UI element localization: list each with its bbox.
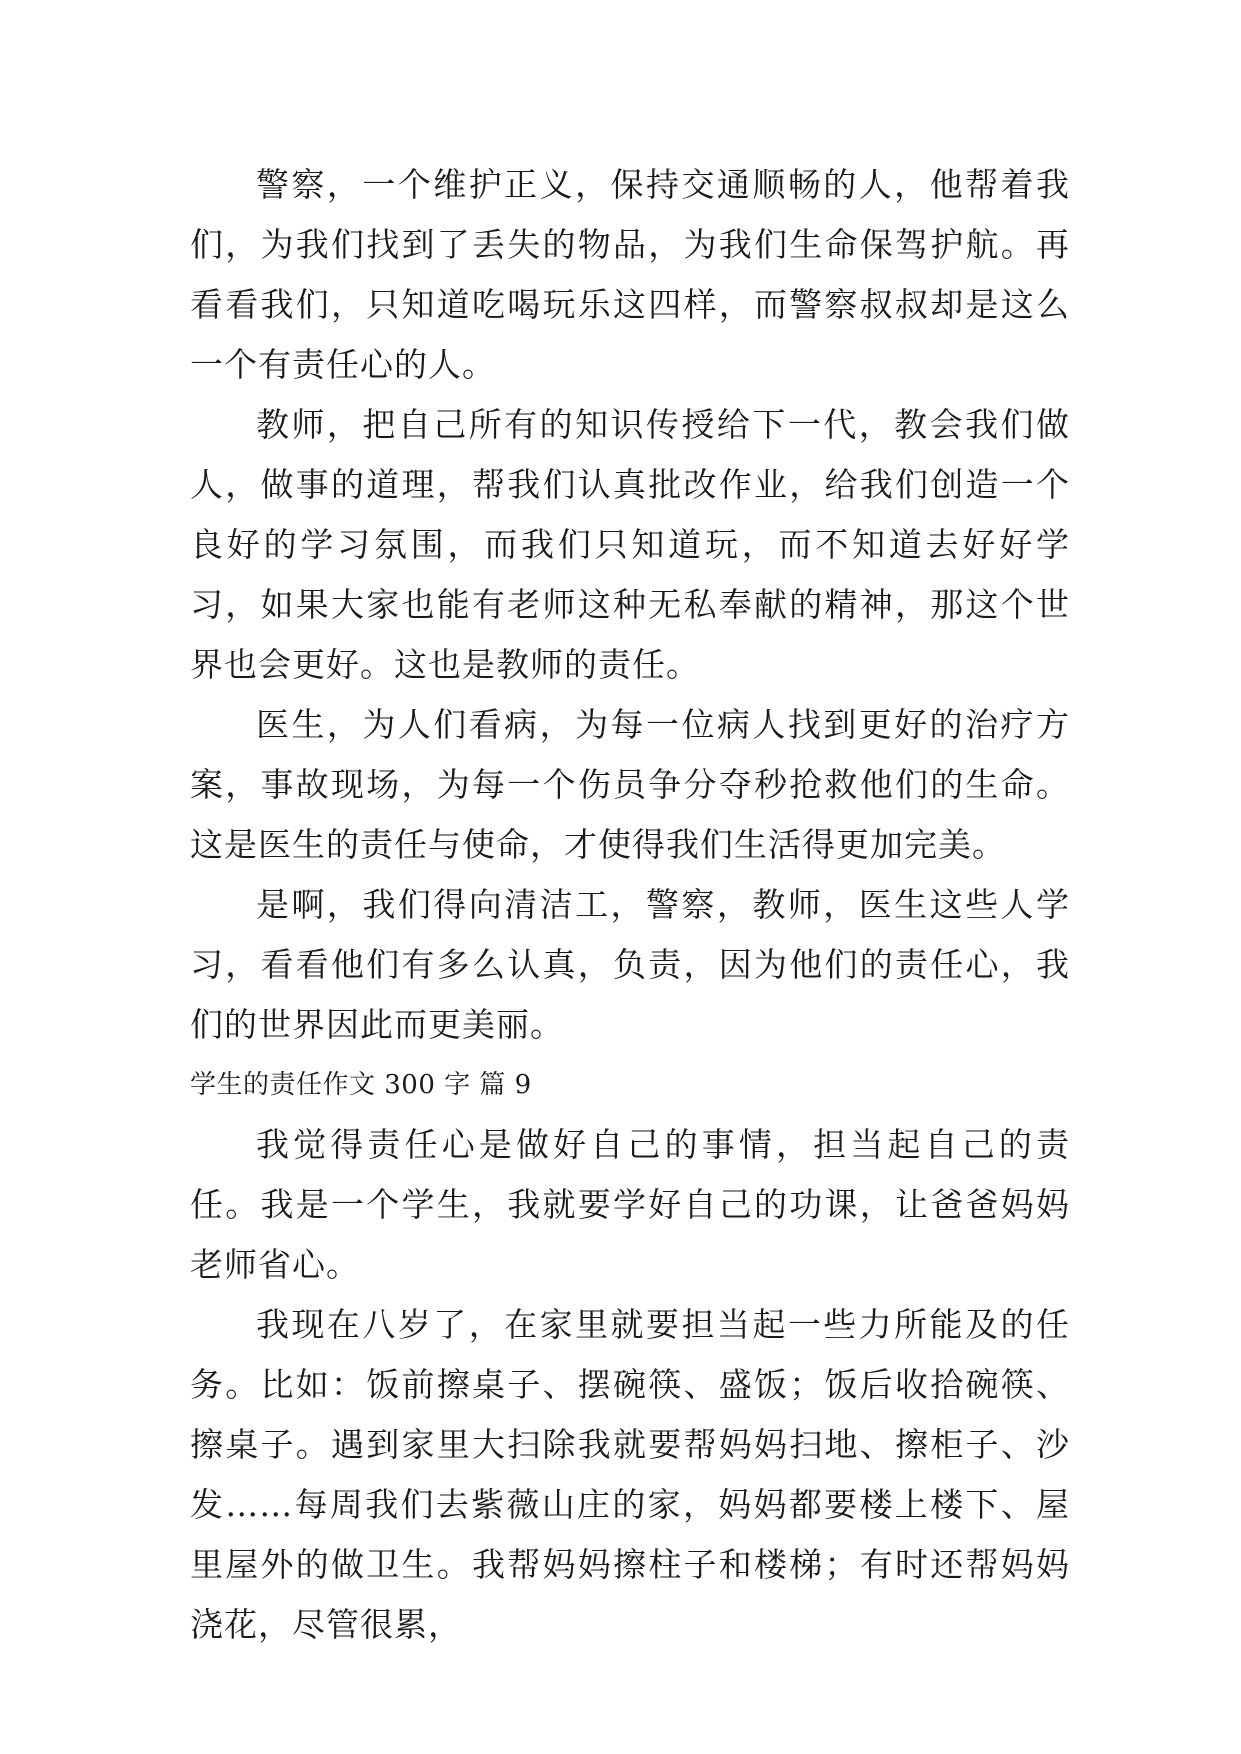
document-body bbox=[190, 155, 1070, 1655]
paragraph-police: 警察，一个维护正义，保持交通顺畅的人，他帮着我们，为我们找到了丢失的物品，为我们生命保驾护航。再看看我们，只知道吃喝玩乐这四样，而警察叔叔却是这么一个有责任心的人。 bbox=[190, 165, 1070, 384]
paragraph-doctor: 医生，为人们看病，为每一位病人找到更好的治疗方案，事故现场，为每一个伤员争分夺秒抢救他们的生命。这是医生的责任与使命，才使得我们生活得更加完美。 bbox=[190, 705, 1070, 864]
paragraph-conclusion: 是啊，我们得向清洁工，警察，教师，医生这些人学习，看看他们有多么认真，负责，因为他们的责任心，我们的世界因此而更美丽。 bbox=[190, 885, 1070, 1044]
paragraph-responsibility: 我觉得责任心是做好自己的事情，担当起自己的责任。我是一个学生，我就要学好自己的功课，让爸爸妈妈老师省心。 bbox=[190, 1125, 1070, 1284]
paragraph-teacher: 教师，把自己所有的知识传授给下一代，教会我们做人，做事的道理，帮我们认真批改作业，给我们创造一个良好的学习氛围，而我们只知道玩，而不知道去好好学习，如果大家也能有老师这种无私奉献的精神，那这个世界也会更好。这也是教师的责任。 bbox=[190, 405, 1070, 684]
paragraph-chores: 我现在八岁了，在家里就要担当起一些力所能及的任务。比如：饭前擦桌子、摆碗筷、盛饭；饭后收拾碗筷、擦桌子。遇到家里大扫除我就要帮妈妈扫地、擦柜子、沙发……每周我们去紫薇山庄的家，妈妈都要楼上楼下、屋里屋外的做卫生。我帮妈妈擦柱子和楼梯；有时还帮妈妈浇花，尽管很累， bbox=[190, 1305, 1070, 1644]
section-heading: 学生的责任作文 300 字 篇 9 bbox=[190, 1070, 532, 1100]
